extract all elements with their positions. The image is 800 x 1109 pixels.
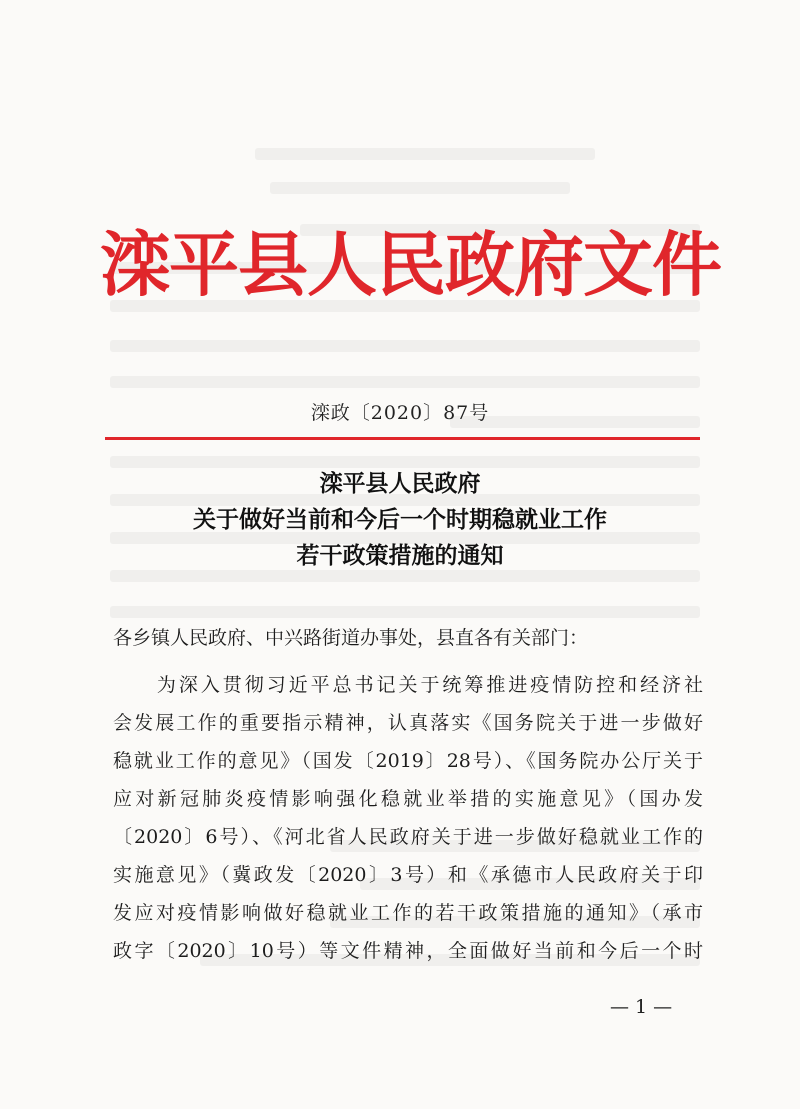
body-line: 会发展工作的重要指示精神，认真落实《国务院关于进一步做好 — [113, 712, 703, 734]
body-line: 稳就业工作的意见》（国发〔2019〕28号）、《国务院办公厅关于 — [113, 750, 703, 772]
notice-title — [0, 466, 800, 574]
body-line: 为深入贯彻习近平总书记关于统筹推进疫情防控和经济社 — [113, 674, 703, 696]
body-line: 应对新冠肺炎疫情影响强化稳就业举措的实施意见》（国办发 — [113, 788, 703, 810]
addressee-line: 各乡镇人民政府、中兴路街道办事处，县直各有关部门： — [113, 627, 589, 649]
body-line: 实施意见》（冀政发〔2020〕3号）和《承德市人民政府关于印 — [113, 864, 703, 886]
body-line: 〔2020〕6号）、《河北省人民政府关于进一步做好稳就业工作的 — [113, 826, 703, 848]
body-line: 政字〔2020〕10号）等文件精神，全面做好当前和今后一个时 — [113, 940, 703, 962]
notice-title-line: 关于做好当前和今后一个时期稳就业工作 — [193, 506, 607, 533]
page-number: — 1 — — [610, 996, 673, 1018]
notice-title-line: 滦平县人民政府 — [319, 470, 481, 497]
document-number: 滦政〔2020〕87号 — [310, 402, 490, 424]
red-separator-line — [105, 437, 700, 440]
body-line: 发应对疫情影响做好稳就业工作的若干政策措施的通知》（承市 — [113, 902, 703, 924]
notice-title-line: 若干政策措施的通知 — [296, 542, 504, 569]
issuing-authority-header: 滦平县人民政府文件 — [100, 223, 721, 306]
body-paragraph — [113, 666, 703, 970]
